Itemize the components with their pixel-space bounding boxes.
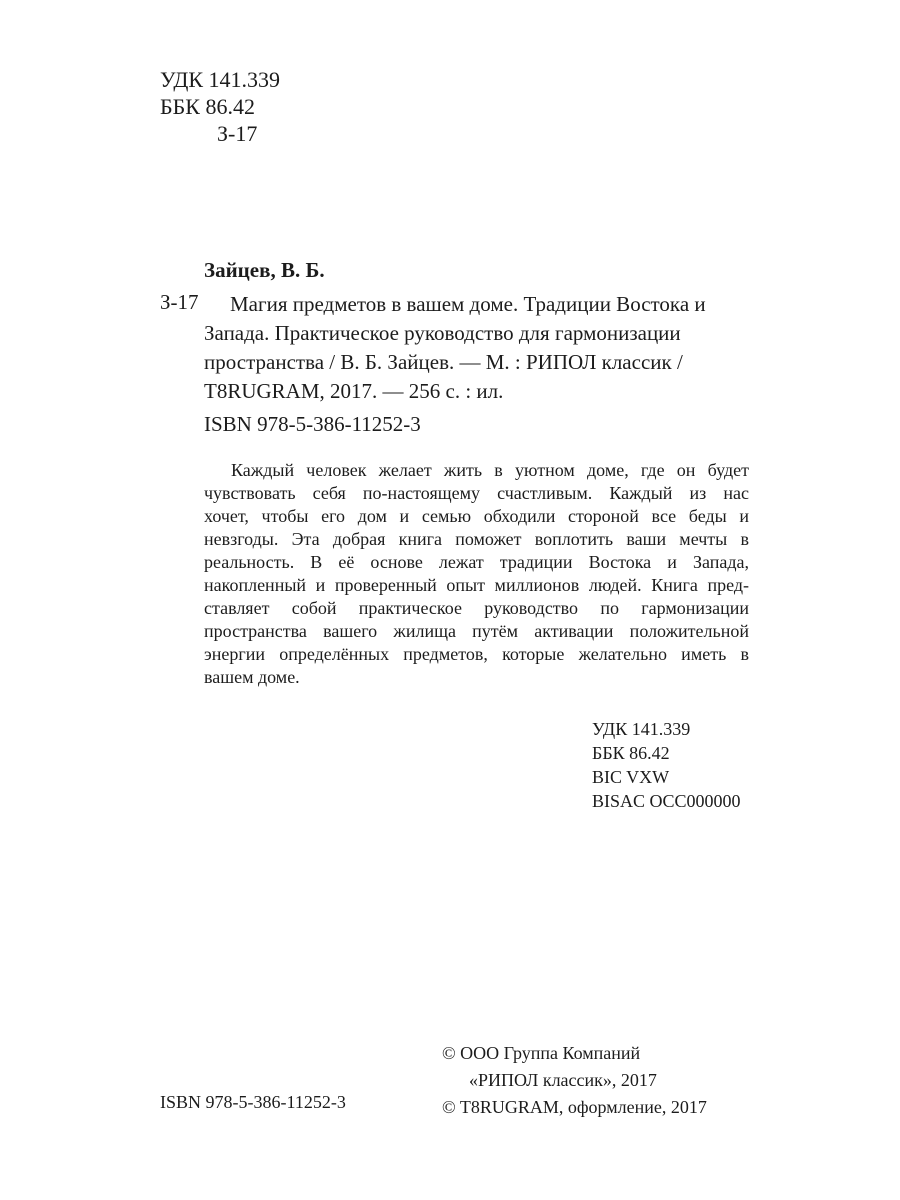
annotation (204, 459, 749, 689)
bbk-code-bottom: ББК 86.42 (592, 743, 670, 763)
catalog-author: Зайцев, В. Б. (204, 258, 325, 282)
annotation-line: ставляет собой практическое руководство по гармонизации (204, 598, 749, 618)
annotation-line: накопленный и проверенный опыт миллионов людей. Книга пред- (204, 575, 749, 595)
udk-code-bottom: УДК 141.339 (592, 719, 691, 739)
copyright-line: © T8RUGRAM, оформление, 2017 (442, 1097, 707, 1117)
copyright-line: «РИПОЛ классик», 2017 (469, 1070, 657, 1090)
description-line: Запада. Практическое руководство для гармонизации (204, 321, 681, 345)
catalog-isbn: ISBN 978-5-386-11252-3 (204, 412, 421, 436)
catalog-author-mark: З-17 (160, 290, 199, 314)
annotation-line: хочет, чтобы его дом и семью обходили стороной все беды и (204, 506, 749, 526)
bottom-classification (592, 717, 741, 813)
author-mark: З-17 (217, 121, 258, 146)
description-line: Магия предметов в вашем доме. Традиции Востока и (230, 292, 706, 316)
annotation-line: пространства вашего жилища путём активации положительной (204, 621, 749, 641)
copyright-block (442, 1040, 707, 1121)
catalog-description (204, 290, 750, 406)
annotation-line: невзгоды. Эта добрая книга поможет воплотить ваши мечты в (204, 529, 749, 549)
isbn-bottom: ISBN 978-5-386-11252-3 (160, 1092, 346, 1112)
description-line: T8RUGRAM, 2017. — 256 с. : ил. (204, 379, 504, 403)
bic-code: BIC VXW (592, 767, 670, 787)
top-classification (160, 66, 280, 147)
annotation-line: вашем доме. (204, 667, 300, 687)
bbk-code: ББК 86.42 (160, 94, 255, 119)
annotation-line: Каждый человек желает жить в уютном доме, где он будет (231, 460, 749, 480)
annotation-line: реальность. В её основе лежат традиции Востока и Запада, (204, 552, 749, 572)
copyright-line: © ООО Группа Компаний (442, 1043, 641, 1063)
bisac-code: BISAC OCC000000 (592, 791, 741, 811)
udk-code: УДК 141.339 (160, 67, 281, 92)
annotation-line: чувствовать себя по-настоящему счастливым. Каждый из нас (204, 483, 749, 503)
annotation-line: энергии определённых предметов, которые желательно иметь в (204, 644, 749, 664)
description-line: пространства / В. Б. Зайцев. — М. : РИПОЛ классик / (204, 350, 683, 374)
